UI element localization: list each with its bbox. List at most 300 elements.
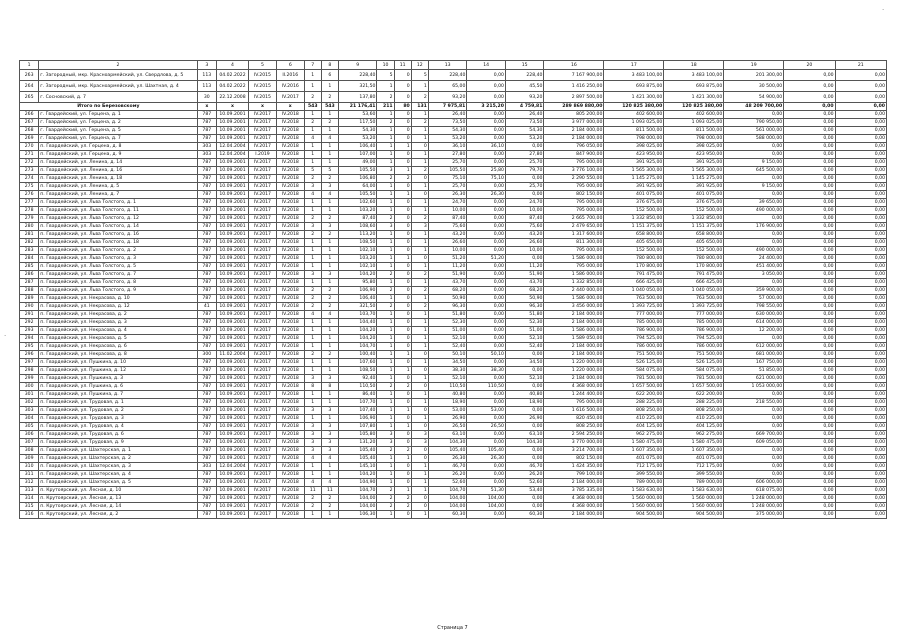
table-cell: 0 [394,127,411,135]
table-cell: 621 000,00 [724,375,784,383]
table-cell: 302 [20,399,39,407]
table-cell: 0,00 [467,127,506,135]
table-cell: 609 050,00 [724,439,784,447]
table-cell: IV.2018 [276,407,304,415]
table-cell: 712 175,00 [604,463,664,471]
table-row [20,119,887,127]
table-cell: 1 [304,207,321,215]
table-cell: 50,90 [505,295,544,303]
table-cell: 787 [197,215,216,223]
table-cell: 2 [304,119,321,127]
table-cell: 106,30 [338,511,377,519]
table-cell: 176 900,00 [724,223,784,231]
table-cell: 404 125,00 [664,423,724,431]
table-cell: 0,00 [467,511,506,519]
table-cell: 3 [304,447,321,455]
table-cell: 2 [377,503,394,511]
table-row [20,351,887,359]
table-cell: 0,00 [724,423,784,431]
table-cell: 24,70 [505,199,544,207]
table-cell: IV.2018 [276,383,304,391]
table-cell: 10.09.2001 [216,135,248,143]
table-cell: 292 [20,319,39,327]
table-cell: 787 [197,439,216,447]
table-cell: 170 800,00 [664,263,724,271]
table-cell: 1 [411,183,428,191]
table-cell: 786 900,00 [664,327,724,335]
table-cell: 787 [197,479,216,487]
table-cell: 0,00 [835,70,886,81]
table-cell: 52,60 [428,479,467,487]
table-cell: 2 [411,92,428,103]
table-cell: 0,00 [724,143,784,151]
table-cell: 1 [411,127,428,135]
table-cell: 0,00 [784,343,835,351]
table-cell: п. Гвардейский, ул. Шахтерская, д. 4 [39,471,197,479]
table-cell: 4 [321,191,338,199]
table-cell: 145,10 [338,463,377,471]
scan-mark-left: . [4,330,7,338]
table-row [20,223,887,231]
table-cell: 1 [304,81,321,92]
table-cell: 2 [377,383,394,391]
table-cell: 787 [197,383,216,391]
table-cell: 1 [411,295,428,303]
table-cell: x [276,103,304,111]
table-cell: 0,00 [505,503,544,511]
table-cell: 0,00 [835,215,886,223]
table-cell: 113,20 [338,231,377,239]
table-cell: 3 483 100,00 [604,70,664,81]
table-cell: 376 675,00 [604,199,664,207]
table-cell: 1 [394,367,411,375]
table-cell: 0,00 [467,239,506,247]
table-cell: 1 [304,463,321,471]
table-cell: 152 500,00 [604,207,664,215]
table-row [20,375,887,383]
table-cell: 1 [377,327,394,335]
table-cell: 0,00 [835,263,886,271]
table-cell: IV.2017 [249,271,277,279]
table-cell: 399 550,00 [604,471,664,479]
table-cell: 268 [20,127,39,135]
table-row [20,471,887,479]
table-cell: 1 [411,319,428,327]
table-row [20,167,887,175]
table-row [20,447,887,455]
table-cell: 0,00 [467,375,506,383]
table-cell: 0,00 [835,103,886,111]
table-cell: 2 [411,271,428,279]
table-cell: 10.09.2001 [216,127,248,135]
table-cell: IV.2018 [276,503,304,511]
table-cell: 780 800,00 [604,255,664,263]
table-cell: IV.2018 [276,479,304,487]
table-cell: 3 [377,167,394,175]
table-cell: 30 500,00 [724,81,784,92]
table-cell: 0,00 [784,351,835,359]
table-cell: 1 583 630,00 [604,487,664,495]
table-cell: п. Гвардейский, ул. Пушкина, д. 7 [39,391,197,399]
table-cell: 2 [39,61,197,70]
table-cell: 795 000,00 [544,263,604,271]
table-cell: 107,40 [338,407,377,415]
table-cell: 38,30 [467,367,506,375]
table-cell: 1 [411,207,428,215]
table-cell: 267 [20,119,39,127]
table-cell: 787 [197,263,216,271]
table-cell: IV.2017 [249,455,277,463]
table-cell: 359 900,00 [724,287,784,295]
table-cell: 75,10 [428,175,467,183]
table-cell: 0,00 [724,151,784,159]
table-cell: 1 [394,407,411,415]
table-cell: 2 [304,351,321,359]
table-cell: 0,00 [724,391,784,399]
table-cell: 113 [197,81,216,92]
table-cell: IV.2017 [249,463,277,471]
table-cell: 0 [394,431,411,439]
table-cell: 0,00 [467,479,506,487]
table-cell: 1 145 275,00 [604,175,664,183]
table-cell: IV.2018 [276,455,304,463]
table-cell: 43,20 [428,231,467,239]
table-cell: 3 [411,431,428,439]
table-cell: IV.2017 [249,335,277,343]
table-cell: 228,40 [338,70,377,81]
table-row [20,391,887,399]
table-cell: IV.2017 [249,423,277,431]
table-cell: 790 950,00 [724,119,784,127]
table-cell: 0,00 [784,375,835,383]
table-cell: 0,00 [467,391,506,399]
table-cell: 10.09.2001 [216,255,248,263]
table-cell: 1 151 375,00 [664,223,724,231]
table-cell: 3 [304,431,321,439]
table-cell: 52,40 [505,343,544,351]
table-cell: п. Гвардейский, ул. Пушкина, д. 3 [39,375,197,383]
table-cell: 1 589 050,00 [544,335,604,343]
table-cell: IV.2017 [249,303,277,311]
table-cell: 0,00 [784,287,835,295]
table-cell: 0,00 [835,239,886,247]
table-cell: 290 [20,303,39,311]
table-cell: 60,30 [505,511,544,519]
scan-mark-top-right: . [882,4,885,12]
table-row [20,503,887,511]
table-cell: 10.09.2001 [216,167,248,175]
table-cell: 0,00 [835,447,886,455]
table-cell: 51,30 [467,487,506,495]
table-cell: 0,00 [724,471,784,479]
table-cell: 1 [377,247,394,255]
table-cell: 75,60 [428,223,467,231]
table-cell: 152 500,00 [664,207,724,215]
table-cell: 40,80 [505,391,544,399]
table-cell: 0,00 [784,471,835,479]
table-cell: 106,40 [338,295,377,303]
table-cell: 0 [394,231,411,239]
table-cell: IV.2018 [276,231,304,239]
table-cell: 38,30 [428,367,467,375]
table-cell: п. Крутоярский, ул. Лесная, д. 2 [39,511,197,519]
table-cell: IV.2017 [249,439,277,447]
table-cell: 102,10 [338,263,377,271]
table-cell: 51,20 [428,255,467,263]
table-cell: 0,00 [784,271,835,279]
table-cell: 0,00 [784,367,835,375]
table-cell: 0 [394,391,411,399]
table-cell: 10.09.2001 [216,111,248,119]
table-cell: п. Гвардейский, ул. Трудовая, д. 1 [39,399,197,407]
table-cell: IV.2018 [276,439,304,447]
table-cell: 622 200,00 [604,391,664,399]
table-cell: 1 [377,319,394,327]
table-cell: 0,00 [784,223,835,231]
table-cell: 1 [377,415,394,423]
table-cell: 787 [197,127,216,135]
table-cell: 1 [321,207,338,215]
table-cell: IV.2017 [249,471,277,479]
table-cell: 0 [394,70,411,81]
table-cell: 777 000,00 [604,311,664,319]
table-cell: 10.09.2001 [216,487,248,495]
table-cell: 2 [321,295,338,303]
table-cell: 0,00 [784,359,835,367]
table-cell: 107,60 [338,359,377,367]
table-cell: п. Гвардейский, ул. Некрасова, д. 5 [39,335,197,343]
table-row [20,255,887,263]
table-row [20,127,887,135]
table-cell: IV.2017 [249,191,277,199]
table-cell: 73,50 [505,119,544,127]
page-number: Страница 7 [437,625,468,631]
table-cell: п. Гвардейский, ул. Шахтерская, д. 3 [39,463,197,471]
table-cell: 105,40 [428,447,467,455]
table-cell: 0,00 [784,175,835,183]
table-row [20,383,887,391]
table-cell: 1 [304,247,321,255]
table-cell: IV.2015 [249,70,277,81]
table-cell: 787 [197,327,216,335]
table-cell: 269 [20,135,39,143]
table-cell: 0,00 [784,103,835,111]
table-cell: 286 [20,271,39,279]
table-cell: 795 000,00 [544,199,604,207]
table-cell: 1 220 000,00 [544,367,604,375]
table-cell: 0,00 [467,343,506,351]
table-cell: 10.09.2001 [216,159,248,167]
table-cell: 3 [304,271,321,279]
table-cell: 0,00 [784,311,835,319]
table-cell: 0,00 [784,335,835,343]
table-cell: п. Крутоярский, ул. Лесная, д. 14 [39,503,197,511]
table-cell: 2 [394,447,411,455]
table-cell: 6 [321,70,338,81]
table-cell: I.2019 [249,151,277,159]
table-cell: 2 [377,271,394,279]
table-cell: 110,50 [428,383,467,391]
table-cell: IV.2017 [249,239,277,247]
table-cell: 0,00 [467,223,506,231]
table-cell: IV.2017 [249,223,277,231]
table-cell: 0,00 [784,303,835,311]
table-cell: 1 560 000,00 [604,495,664,503]
table-cell: п. Гвардейский, ул. Ленина, д. 14 [39,159,197,167]
table-row [20,92,887,103]
table-cell: 0,00 [467,287,506,295]
table-cell: 618 075,00 [724,487,784,495]
table-cell: 1 [321,471,338,479]
table-cell: п. Гвардейский, ул. Некрасова, д. 12 [39,303,197,311]
table-cell: 787 [197,207,216,215]
table-row [20,343,887,351]
table-cell: 2 [321,303,338,311]
table-cell: 777 000,00 [664,311,724,319]
table-cell: 92,40 [338,375,377,383]
table-cell: 1 [377,399,394,407]
table-cell: 0,00 [835,319,886,327]
table-cell: 3 [411,223,428,231]
table-cell: 79,70 [505,167,544,175]
table-cell: 10.09.2001 [216,119,248,127]
table-cell: 1 580 475,00 [664,439,724,447]
table-cell: п. Гвардейский, ул. Льва Толстого, д. 2 [39,247,197,255]
table-cell: 5 [249,61,277,70]
table-cell: 3 050,00 [724,271,784,279]
table-cell: 0,00 [835,247,886,255]
table-cell: 0 [411,407,428,415]
table-cell: 2 184 000,00 [544,311,604,319]
table-cell: 1 [304,263,321,271]
table-cell: 0 [411,351,428,359]
table-cell: 34,50 [505,359,544,367]
table-cell: 0 [394,119,411,127]
table-cell: 1 [304,111,321,119]
table-cell: 2 [304,92,321,103]
table-cell: 24,70 [428,199,467,207]
table-cell: 0 [394,215,411,223]
table-cell: 3 [377,439,394,447]
table-cell: 1 [411,111,428,119]
table-cell: 263 [20,70,39,81]
table-cell: 0 [394,135,411,143]
table-cell: 0,00 [835,135,886,143]
table-cell: 4 368 000,00 [544,383,604,391]
table-cell: 1 220 000,00 [544,359,604,367]
table-cell: 1 [377,239,394,247]
table-cell: IV.2017 [249,319,277,327]
table-cell: 1 040 050,00 [604,287,664,295]
table-cell: 288 225,00 [604,399,664,407]
table-cell: г. Гвардейский, ул. Герцена, д. 1 [39,111,197,119]
table-cell: 0 [411,447,428,455]
table-cell: 0,00 [784,319,835,327]
table-cell: IV.2018 [276,271,304,279]
table-cell: 100,40 [338,351,377,359]
table-cell: 787 [197,279,216,287]
table-cell: 1 [321,367,338,375]
table-cell: п. Гвардейский, ул. Герцена, д. 9 [39,151,197,159]
table-cell: 10.09.2001 [216,367,248,375]
table-cell: 1 [377,207,394,215]
table-cell: IV.2018 [276,487,304,495]
table-cell: IV.2016 [276,81,304,92]
table-cell: 2 [321,495,338,503]
table-cell: 0,00 [467,183,506,191]
table-cell: 0,00 [835,119,886,127]
table-cell: 787 [197,511,216,519]
table-cell: 51,90 [505,271,544,279]
table-cell: IV.2018 [276,159,304,167]
table-row [20,111,887,119]
table-cell: 0 [411,495,428,503]
table-cell: IV.2018 [276,135,304,143]
table-cell: 104,70 [338,343,377,351]
table-cell: 526 125,00 [604,359,664,367]
table-cell: 0,00 [467,135,506,143]
table-row [20,439,887,447]
table-cell: 0,00 [505,407,544,415]
table-cell: 1 [377,151,394,159]
table-cell: 0,00 [835,383,886,391]
table-cell: 1 [377,191,394,199]
table-cell: 25,70 [428,183,467,191]
table-cell: 3 215,20 [467,103,506,111]
table-cell: 1 [321,359,338,367]
table-cell: 104,20 [338,471,377,479]
table-cell: 10.09.2001 [216,287,248,295]
table-cell: 658 800,00 [604,231,664,239]
table-cell: 2 [411,303,428,311]
table-cell: 0 [394,183,411,191]
table-cell: 1 393 725,00 [604,303,664,311]
table-cell: 1 [321,81,338,92]
table-cell: 275 [20,183,39,191]
table-cell: 10.09.2001 [216,415,248,423]
table-cell: 1 151 375,00 [604,223,664,231]
table-cell: 50,10 [428,351,467,359]
table-cell: 25,80 [467,167,506,175]
table-cell: 60,30 [428,511,467,519]
table-cell: 321,50 [338,81,377,92]
table-row [20,207,887,215]
table-cell: 0,00 [835,271,886,279]
table-cell: п. Гвардейский, ул. Пушкина, д. 10 [39,359,197,367]
table-cell: 51 850,00 [724,367,784,375]
table-cell: 108,60 [338,223,377,231]
table-cell: IV.2017 [249,119,277,127]
table-cell: 0,00 [505,423,544,431]
table-row [20,70,887,81]
table-cell: 106,40 [338,143,377,151]
table-cell: 1 [411,279,428,287]
table-cell: 1 [377,255,394,263]
table-cell: 0,00 [784,431,835,439]
table-cell: IV.2017 [249,287,277,295]
table-cell: 1 [321,263,338,271]
table-cell: 10.09.2001 [216,199,248,207]
table-cell: 26,30 [428,455,467,463]
table-cell: 787 [197,359,216,367]
table-cell: 0,00 [467,471,506,479]
table-cell: 10.09.2001 [216,511,248,519]
table-cell: IV.2017 [249,343,277,351]
table-cell: 401 075,00 [604,455,664,463]
table-cell: 2 184 000,00 [544,319,604,327]
table-cell: 104,00 [338,495,377,503]
table-cell: 2 594 250,00 [544,431,604,439]
